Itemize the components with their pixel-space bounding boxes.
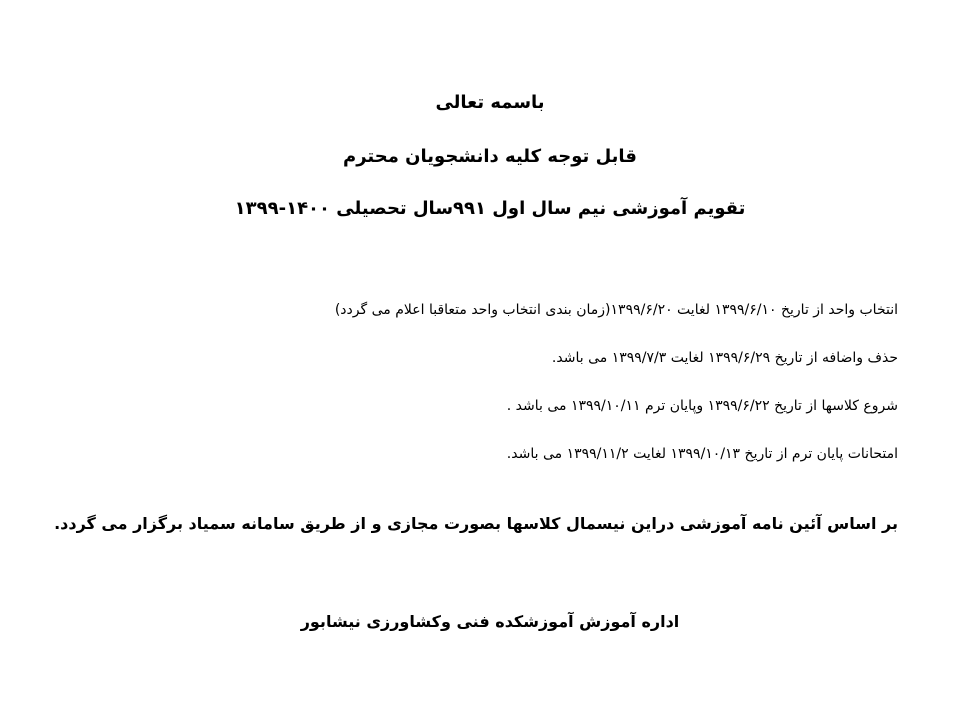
item-add-drop: حذف واضافه از تاریخ ۱۳۹۹/۶/۲۹ لغایت ۱۳۹۹/۷/۳ می باشد. [551, 350, 898, 366]
heading-invocation: باسمه تعالی [435, 92, 545, 113]
notice-virtual-classes: بر اساس آئین نامه آموزشی دراین نیسمال کلاسها بصورت مجازی و از طریق سامانه سمیاد برگزار می گردد. [54, 514, 898, 533]
item-classes-start: شروع کلاسها از تاریخ ۱۳۹۹/۶/۲۲ وپایان ترم ۱۳۹۹/۱۰/۱۱ می باشد . [506, 398, 898, 414]
heading-audience: قابل توجه کلیه دانشجویان محترم [343, 146, 637, 167]
heading-calendar-title: تقویم آموزشی نیم سال اول ۹۹۱سال تحصیلی ۱۴۰۰-۱۳۹۹ [234, 198, 746, 219]
item-final-exams: امتحانات پایان ترم از تاریخ ۱۳۹۹/۱۰/۱۳ لغایت ۱۳۹۹/۱۱/۲ می باشد. [506, 446, 898, 462]
item-course-selection: انتخاب واحد از تاریخ ۱۳۹۹/۶/۱۰ لغایت ۱۳۹۹/۶/۲۰(زمان بندی انتخاب واحد متعاقبا اعلام می گردد) [334, 302, 898, 318]
signature-office: اداره آموزش آموزشکده فنی وکشاورزی نیشابور [300, 612, 680, 631]
